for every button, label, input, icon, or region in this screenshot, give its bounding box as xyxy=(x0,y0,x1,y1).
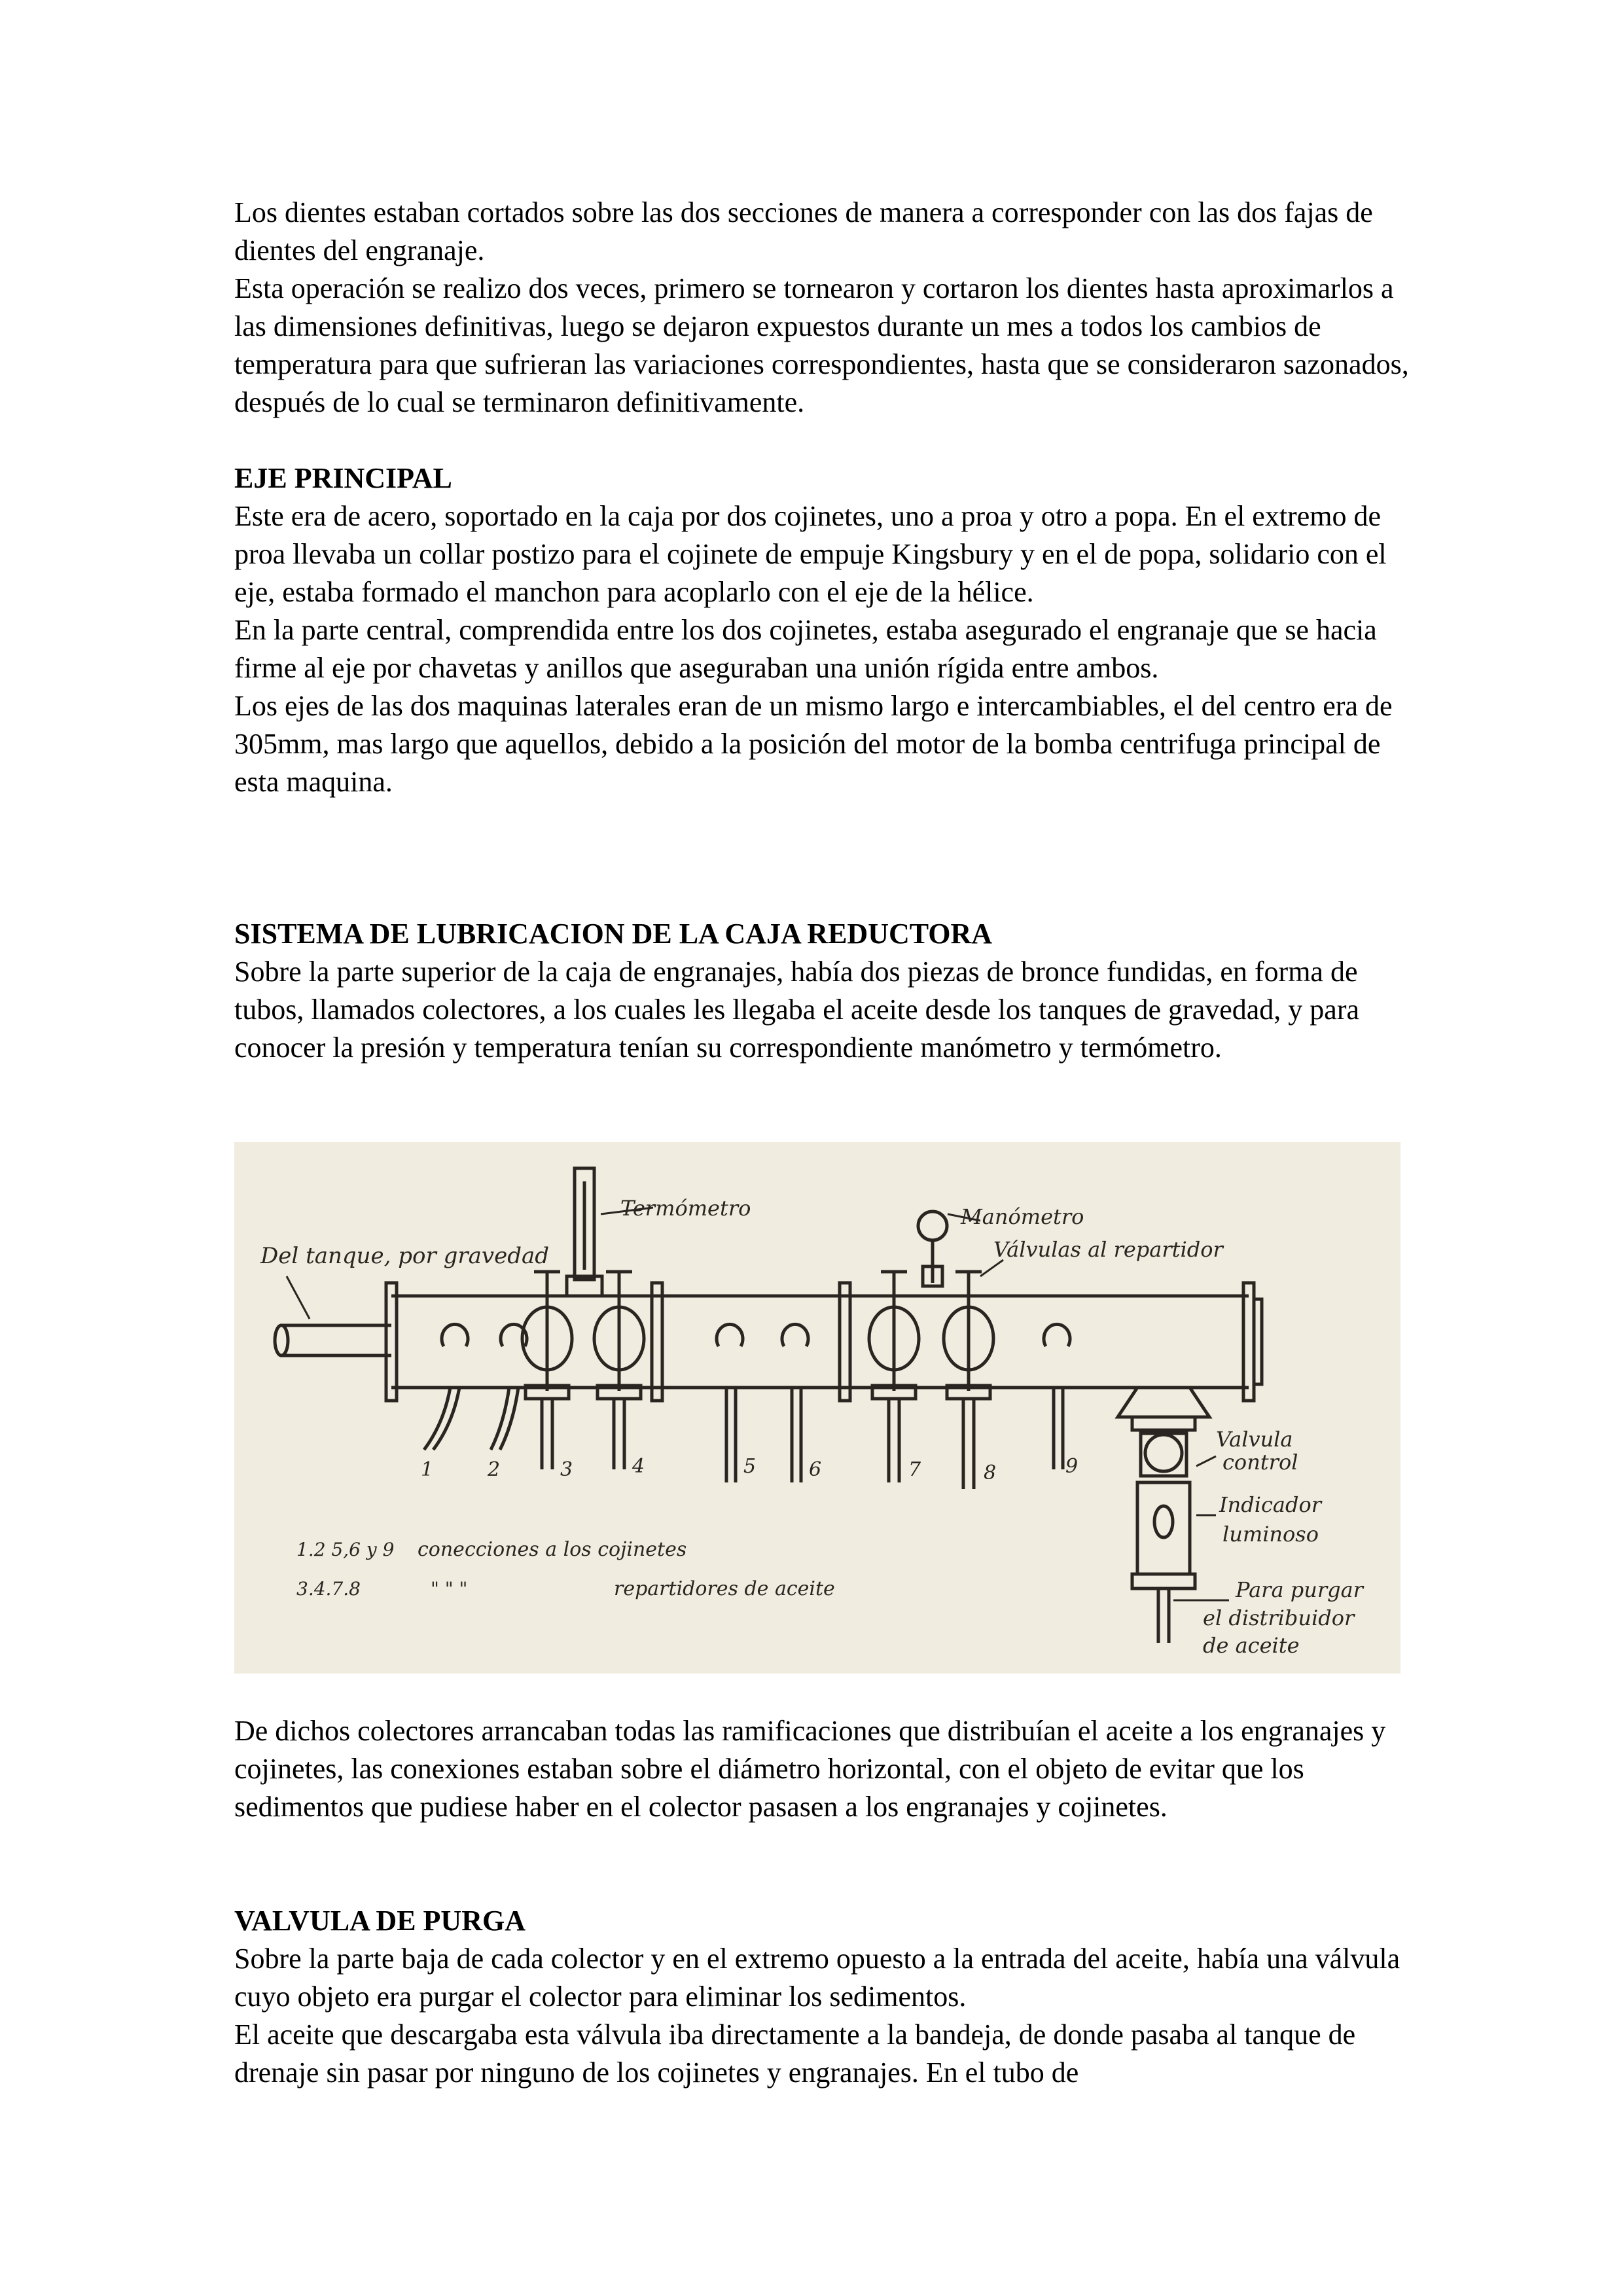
legend-line2-text: repartidores de aceite xyxy=(614,1577,835,1600)
number-6: 6 xyxy=(809,1458,822,1481)
manometer xyxy=(918,1211,947,1286)
legend-line2-ditto: " " " xyxy=(431,1578,468,1600)
label-valvulas: Válvulas al repartidor xyxy=(993,1237,1223,1262)
label-purgar-2: el distribuidor xyxy=(1203,1605,1355,1630)
label-indicador-2: luminoso xyxy=(1222,1522,1319,1547)
number-5: 5 xyxy=(743,1455,757,1478)
purge-valve-assembly xyxy=(1118,1388,1209,1643)
number-2: 2 xyxy=(488,1458,501,1481)
legend-line1-numbers: 1.2 5,6 y 9 xyxy=(296,1539,395,1560)
label-purgar-1: Para purgar xyxy=(1236,1577,1363,1602)
number-9: 9 xyxy=(1065,1455,1079,1478)
collector-tube xyxy=(391,1296,1249,1388)
label-purgar-3: de aceite xyxy=(1203,1633,1300,1658)
paragraph: Los ejes de las dos maquinas laterales eran de un mismo largo e intercambiables, el del centro era de 305mm, mas largo que aquellos, debido a la posición del motor de la bomba centrifuga principal de esta maquina. xyxy=(234,690,1393,798)
lubrication-collector-diagram xyxy=(234,1142,1400,1674)
legend-line1-text: conecciones a los cojinetes xyxy=(418,1538,687,1561)
paragraph: El aceite que descargaba esta válvula iba directamente a la bandeja, de donde pasaba al tanque de drenaje sin pasar por ninguno de los cojinetes y engranajes. En el tubo de xyxy=(234,2018,1356,2089)
section-heading: EJE PRINCIPAL xyxy=(234,462,452,494)
paragraph: De dichos colectores arrancaban todas las ramificaciones que distribuían el aceite a los engranajes y cojinetes, las conexiones estaban sobre el diámetro horizontal, con el objeto de evitar que los sedimentos que pudiese haber en el colector pasasen a los engranajes y cojinetes. xyxy=(234,1715,1386,1823)
section-heading: SISTEMA DE LUBRICACION DE LA CAJA REDUCTORA xyxy=(234,918,993,950)
paragraph: Sobre la parte superior de la caja de engranajes, había dos piezas de bronce fundidas, en forma de tubos, llamados colectores, a los cuales les llegaba el aceite desde los tanques de gravedad, y para conocer la presión y temperatura tenían su correspondiente manómetro y termómetro. xyxy=(234,956,1360,1064)
number-1: 1 xyxy=(421,1458,434,1481)
text-block-collectors xyxy=(234,1712,1412,1826)
number-7: 7 xyxy=(908,1458,921,1481)
paragraph: Esta operación se realizo dos veces, primero se tornearon y cortaron los dientes hasta aproximarlos a las dimensiones definitivas, luego se dejaron expuestos durante un mes a todos los cambios de temperatura para que sufrieran las variaciones correspondientes, hasta que se consideraron sazonados, después de lo cual se terminaron definitivamente. xyxy=(234,272,1409,418)
label-inlet: Del tanque, por gravedad xyxy=(260,1243,550,1269)
label-valvula-control-1: Valvula xyxy=(1216,1427,1293,1452)
inlet-pipe xyxy=(275,1325,391,1355)
label-valvula-control-2: control xyxy=(1222,1450,1298,1475)
paragraph: Este era de acero, soportado en la caja por dos cojinetes, uno a proa y otro a popa. En el extremo de proa llevaba un collar postizo para el cojinete de empuje Kingsbury y en el de popa, solidario con el eje, estaba formado el manchon para acoplarlo con el eje de la hélice. xyxy=(234,500,1387,608)
paragraph: Sobre la parte baja de cada colector y en el extremo opuesto a la entrada del aceite, había una válvula cuyo objeto era purgar el colector para eliminar los sedimentos. xyxy=(234,1943,1400,2013)
legend-line2-numbers: 3.4.7.8 xyxy=(296,1578,361,1600)
paragraph: En la parte central, comprendida entre los dos cojinetes, estaba asegurado el engranaje que se hacia firme al eje por chavetas y anillos que aseguraban una unión rígida entre ambos. xyxy=(234,614,1377,684)
distributor-valves xyxy=(522,1272,993,1489)
label-termometro: Termómetro xyxy=(620,1196,751,1221)
section-eje-principal xyxy=(234,459,1412,801)
section-heading: VALVULA DE PURGA xyxy=(234,1905,526,1937)
number-4: 4 xyxy=(632,1455,645,1478)
number-3: 3 xyxy=(560,1458,573,1481)
label-indicador-1: Indicador xyxy=(1219,1492,1322,1517)
flanges xyxy=(386,1283,1262,1401)
number-8: 8 xyxy=(984,1462,997,1484)
paragraph: Los dientes estaban cortados sobre las dos secciones de manera a corresponder con las dos fajas de dientes del engranaje. xyxy=(234,196,1373,266)
thermometer xyxy=(567,1168,602,1296)
section-sistema-lubricacion xyxy=(234,915,1412,1067)
label-manometro: Manómetro xyxy=(961,1204,1084,1229)
text-block-intro xyxy=(234,194,1412,422)
section-valvula-purga xyxy=(234,1902,1412,2092)
